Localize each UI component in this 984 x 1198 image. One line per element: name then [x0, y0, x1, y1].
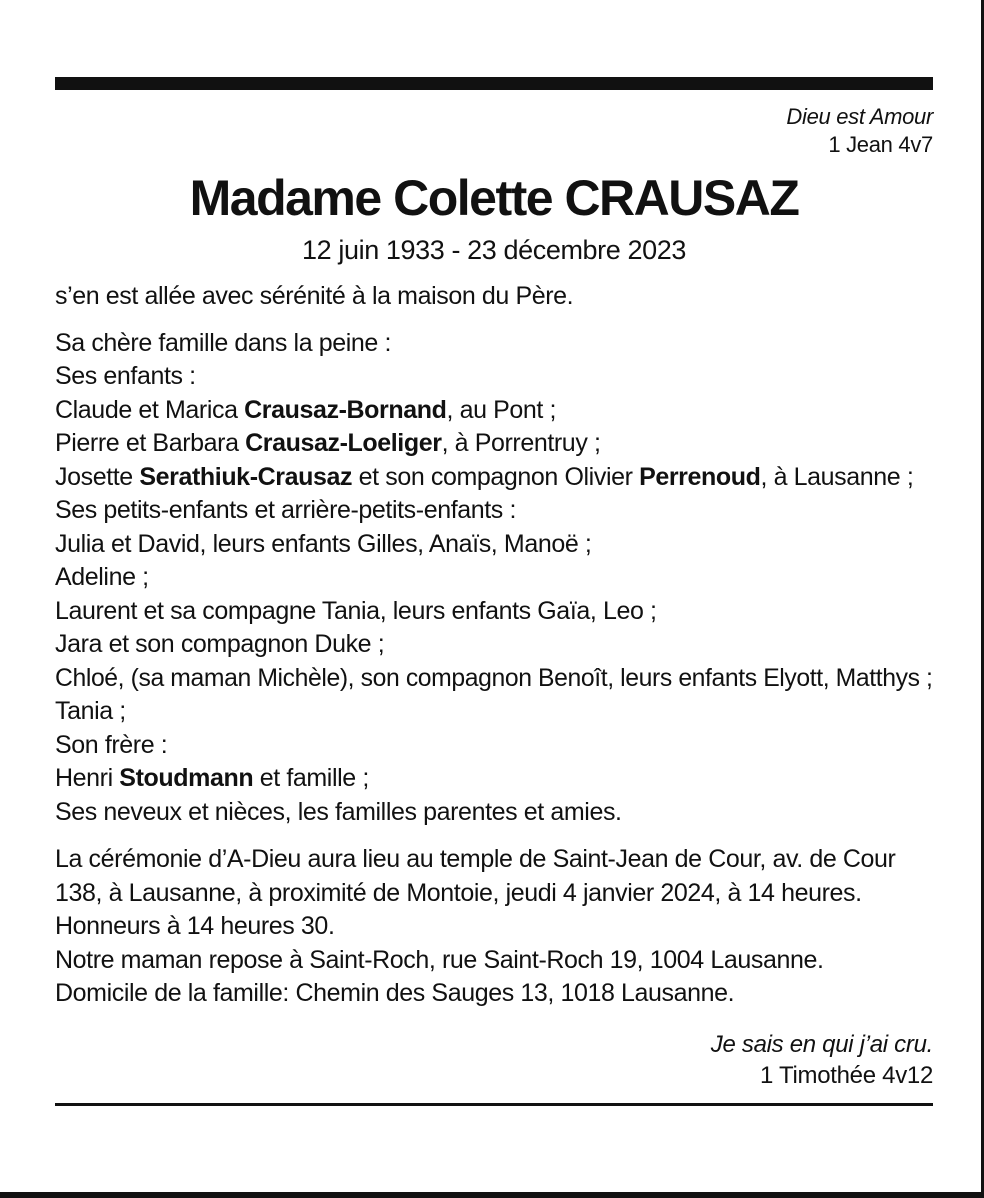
text-segment: et famille ;	[253, 764, 369, 792]
text-segment: Claude et Marica	[55, 395, 245, 424]
family-line	[55, 394, 933, 428]
family-surname-bold: Perrenoud	[639, 462, 761, 491]
family-line	[55, 695, 933, 729]
text-segment: Notre maman repose à Saint-Roch, rue Saint-Roch 19, 1004 Lausanne.	[55, 945, 824, 974]
scripture-quote-top	[55, 103, 933, 159]
text-segment: Sa chère famille dans la peine :	[55, 328, 392, 357]
family-list	[55, 327, 933, 830]
scripture-top-text: Dieu est Amour	[786, 104, 933, 129]
family-line	[55, 729, 933, 763]
scripture-quote-bottom	[55, 1029, 933, 1091]
ceremony-line	[55, 877, 933, 911]
ceremony-details	[55, 843, 933, 1011]
text-segment: Laurent et sa compagne Tania, leurs enfants Gaïa, Leo ;	[55, 596, 657, 625]
text-segment: , à Porrentruy ;	[441, 429, 601, 457]
family-line	[55, 796, 933, 830]
family-line	[55, 595, 933, 629]
text-segment: Jara et son compagnon Duke ;	[55, 630, 385, 658]
scripture-bottom-reference: 1 Timothée 4v12	[760, 1061, 933, 1089]
family-line	[55, 427, 933, 461]
text-segment: 138, à Lausanne, à proximité de Montoie, jeudi 4 janvier 2024, à 14 heures.	[55, 878, 862, 907]
text-segment: Josette	[55, 462, 140, 491]
family-line	[55, 662, 933, 696]
text-segment: La cérémonie d’A-Dieu aura lieu au temple de Saint-Jean de Cour, av. de Cour	[55, 845, 896, 873]
family-line	[55, 461, 933, 495]
scripture-bottom-text: Je sais en qui j’ai cru.	[710, 1030, 933, 1058]
text-segment: , au Pont ;	[446, 395, 557, 424]
ceremony-line	[55, 977, 933, 1011]
family-line	[55, 360, 933, 394]
text-segment: Julia et David, leurs enfants Gilles, Anaïs, Manoë ;	[55, 529, 592, 558]
family-line	[55, 327, 933, 361]
family-line	[55, 528, 933, 562]
ceremony-line	[55, 843, 933, 877]
family-line	[55, 494, 933, 528]
family-surname-bold: Crausaz-Bornand	[244, 395, 447, 424]
family-surname-bold: Serathiuk-Crausaz	[139, 462, 353, 491]
ceremony-line	[55, 910, 933, 944]
obituary-notice	[55, 0, 933, 1106]
text-segment: Ses enfants :	[55, 362, 196, 390]
text-segment: Ses petits-enfants et arrière-petits-enfants :	[55, 496, 516, 524]
text-segment: , à Lausanne ;	[760, 462, 914, 491]
text-segment: Son frère :	[55, 730, 168, 759]
family-line	[55, 628, 933, 662]
life-dates: 12 juin 1933 - 23 décembre 2023	[302, 235, 686, 265]
footer-rule	[55, 1103, 933, 1106]
family-surname-bold: Crausaz-Loeliger	[245, 429, 442, 457]
ceremony-line	[55, 944, 933, 978]
family-line	[55, 762, 933, 796]
text-segment: Adeline ;	[55, 563, 149, 591]
family-surname-bold: Stoudmann	[119, 764, 254, 792]
text-segment: Ses neveux et nièces, les familles parentes et amies.	[55, 797, 622, 826]
text-segment: Honneurs à 14 heures 30.	[55, 912, 335, 940]
scripture-top-reference: 1 Jean 4v7	[828, 132, 933, 157]
header-rule-bar	[55, 77, 933, 90]
text-segment: Henri	[55, 764, 120, 792]
page-border-bottom	[0, 1192, 984, 1198]
text-segment: Tania ;	[55, 697, 126, 725]
text-segment: Chloé, (sa maman Michèle), son compagnon Benoît, leurs enfants Elyott, Matthys ;	[55, 663, 933, 692]
text-segment: Domicile de la famille: Chemin des Sauges 13, 1018 Lausanne.	[55, 979, 735, 1007]
family-line	[55, 561, 933, 595]
text-segment: et son compagnon Olivier	[352, 462, 640, 491]
deceased-name-title: Madame Colette CRAUSAZ	[189, 170, 799, 226]
lead-line: s’en est allée avec sérénité à la maison du Père.	[55, 282, 574, 310]
text-segment: Pierre et Barbara	[55, 429, 246, 457]
